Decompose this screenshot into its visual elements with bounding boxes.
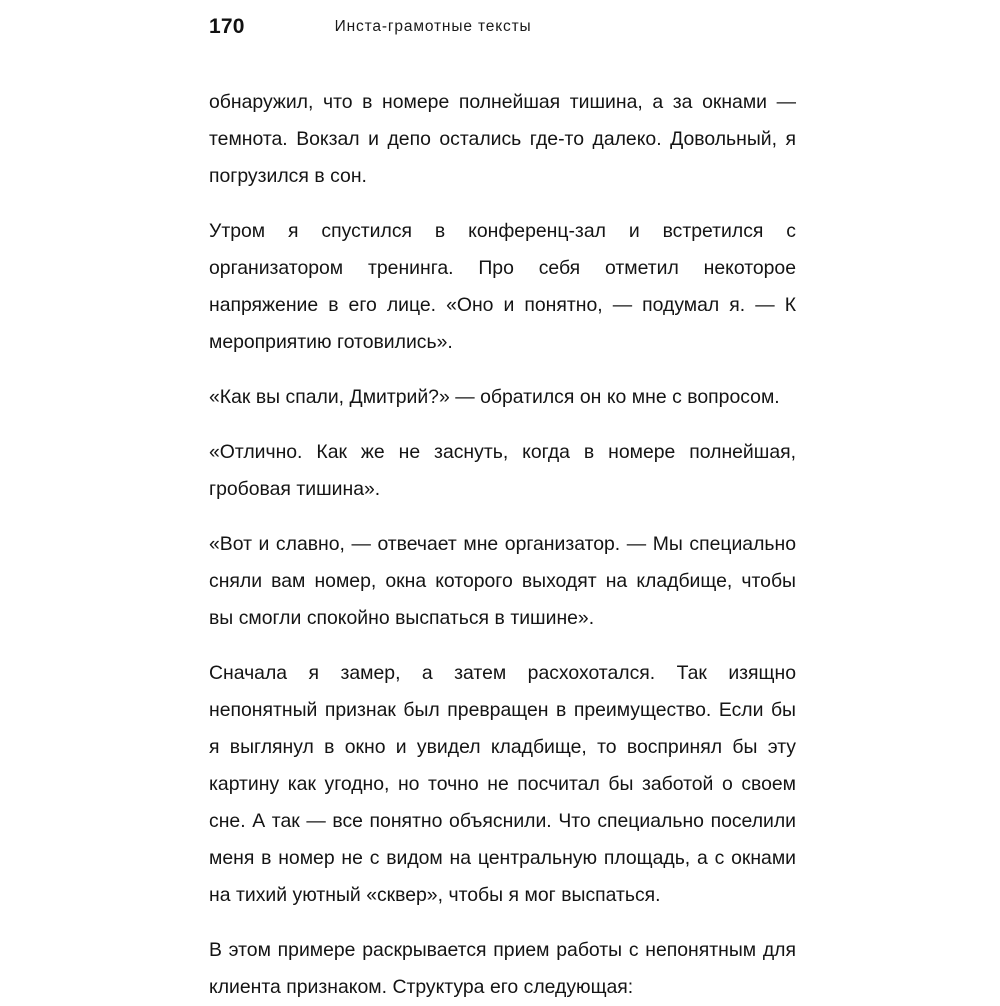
running-head-title: Инста-грамотные тексты — [334, 18, 532, 35]
page-number: 170 — [209, 15, 245, 38]
paragraph: В этом примере раскрывается прием работы с непонятным для клиента признаком. Структура его следующая: — [209, 939, 796, 998]
paragraph: Утром я спустился в конференц-зал и встретился с организатором тренинга. Про себя отметил некоторое напряжение в его лице. «Оно и понятно, — подумал я. — К мероприятию готовились». — [209, 220, 796, 353]
body-text-column — [209, 84, 796, 1006]
paragraph: Сначала я замер, а затем расхохотался. Так изящно непонятный признак был превращен в преимущество. Если бы я выглянул в окно и увидел кладбище, то воспринял бы эту картину как угодно, но точно не посчитал бы заботой о своем сне. А так — все понятно объяснили. Что специально поселили меня в номер не с видом на центральную площадь, а с окнами на тихий уютный «сквер», чтобы я мог выспаться. — [209, 662, 796, 906]
paragraph: «Отлично. Как же не заснуть, когда в номере полнейшая, гробовая тишина». — [209, 441, 796, 500]
paragraph: «Как вы спали, Дмитрий?» — обратился он ко мне с вопросом. — [209, 386, 780, 408]
paragraph: обнаружил, что в номере полнейшая тишина, а за окнами — темнота. Вокзал и депо остались где-то далеко. Довольный, я погрузился в сон. — [209, 91, 796, 187]
page-running-header — [209, 14, 795, 44]
paragraph: «Вот и славно, — отвечает мне организатор. — Мы специально сняли вам номер, окна которого выходят на кладбище, чтобы вы смогли спокойно выспаться в тишине». — [209, 533, 796, 629]
